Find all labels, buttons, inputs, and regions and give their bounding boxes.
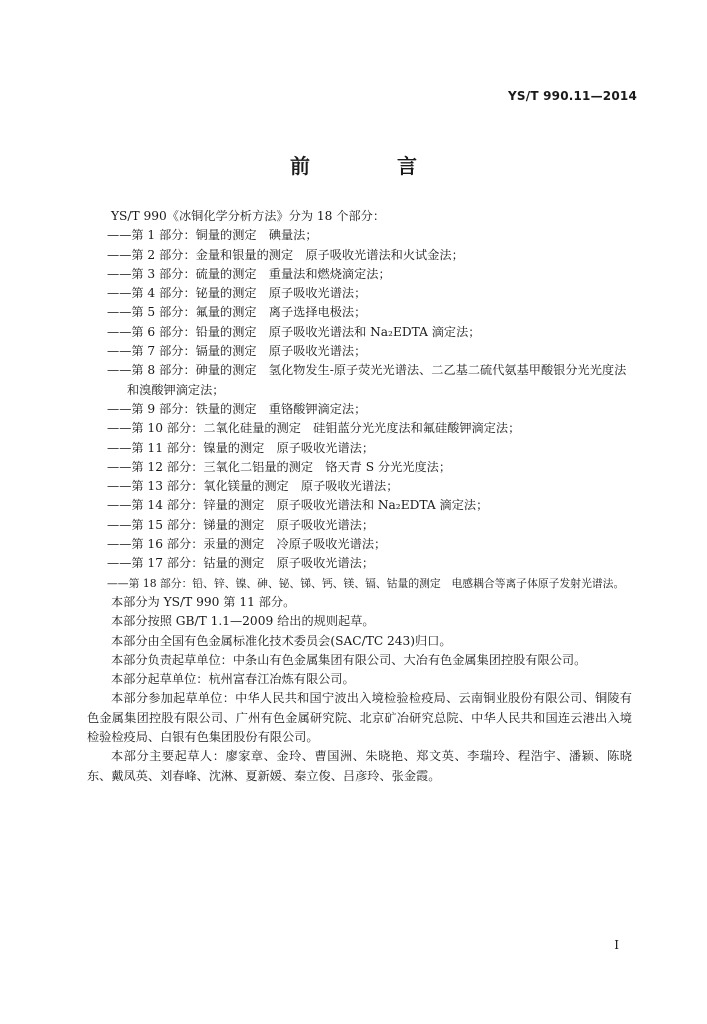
list-item-part-15: ——第 15 部分：锑量的测定 原子吸收光谱法； (107, 517, 375, 532)
list-item-part-5: ——第 5 部分：氟量的测定 离子选择电极法； (107, 305, 367, 320)
list-item-part-9: ——第 9 部分：铁量的测定 重铬酸钾滴定法； (107, 401, 367, 416)
document-body (87, 207, 632, 786)
parts-list (87, 226, 632, 593)
list-item-part-14: ——第 14 部分：锌量的测定 原子吸收光谱法和 Na₂EDTA 滴定法； (107, 498, 489, 513)
paragraph-drafting-rules: 本部分按照 GB/T 1.1—2009 给出的规则起草。 (111, 614, 375, 629)
paragraph-participating-units: 本部分参加起草单位：中华人民共和国宁波出入境检验检疫局、云南铜业股份有限公司、铜陵有色金属集团控股有限公司、广州有色金属研究院、北京矿冶研究总院、中华人民共和国连云港出入境检验检疫局、白银有色集团股份有限公司。 (87, 691, 632, 745)
paragraph-drafting-unit: 本部分起草单位：杭州富春江冶炼有限公司。 (111, 672, 355, 687)
list-item-part-1: ——第 1 部分：铜量的测定 碘量法； (107, 228, 318, 243)
paragraph-technical-committee: 本部分由全国有色金属标准化技术委员会(SAC/TC 243)归口。 (111, 633, 452, 648)
list-item-part-17: ——第 17 部分：钴量的测定 原子吸收光谱法； (107, 556, 375, 571)
list-item-part-12: ——第 12 部分：三氧化二铝量的测定 铬天青 S 分光光度法； (107, 459, 452, 474)
list-item-part-13: ——第 13 部分：氧化镁量的测定 原子吸收光谱法； (107, 479, 399, 494)
list-item-part-3: ——第 3 部分：硫量的测定 重量法和燃烧滴定法； (107, 266, 391, 281)
list-item-part-2: ——第 2 部分：金量和银量的测定 原子吸收光谱法和火试金法； (107, 247, 464, 262)
paragraph-part-statement: 本部分为 YS/T 990 第 11 部分。 (111, 594, 296, 609)
list-item-part-7: ——第 7 部分：镉量的测定 原子吸收光谱法； (107, 344, 367, 359)
list-item-part-8-continuation: 和溴酸钾滴定法； (127, 382, 225, 397)
paragraph-main-drafters: 本部分主要起草人：廖家章、金玲、曹国洲、朱晓艳、郑文英、李瑞玲、程浩宇、潘颖、陈晓东、戴凤英、刘春峰、沈淋、夏新媛、秦立俊、吕彦玲、张金霞。 (87, 749, 632, 783)
list-item-part-4: ——第 4 部分：铋量的测定 原子吸收光谱法； (107, 286, 367, 301)
standard-number: YS/T 990.11—2014 (508, 89, 637, 103)
list-item-part-10: ——第 10 部分：二氧化硅量的测定 硅钼蓝分光光度法和氟硅酸钾滴定法； (107, 421, 521, 436)
page-number: I (614, 938, 619, 952)
list-item-part-8: ——第 8 部分：砷量的测定 氢化物发生-原子荧光光谱法、二乙基二硫代氨基甲酸银分光光度法 (107, 363, 627, 378)
intro-paragraph: YS/T 990《冰铜化学分析方法》分为 18 个部分： (111, 209, 386, 223)
list-item-part-6: ——第 6 部分：铅量的测定 原子吸收光谱法和 Na₂EDTA 滴定法； (107, 324, 481, 339)
list-item-part-18: ——第 18 部分：铅、锌、镍、砷、铋、锑、钙、镁、镉、钴量的测定 电感耦合等离子体原子发射光谱法。 (107, 576, 625, 590)
page-title: 前 言 (290, 154, 457, 178)
list-item-part-11: ——第 11 部分：镍量的测定 原子吸收光谱法； (107, 440, 375, 455)
paragraph-responsible-drafters: 本部分负责起草单位：中条山有色金属集团有限公司、大冶有色金属集团控股有限公司。 (111, 652, 587, 667)
list-item-part-16: ——第 16 部分：汞量的测定 冷原子吸收光谱法； (107, 537, 387, 552)
